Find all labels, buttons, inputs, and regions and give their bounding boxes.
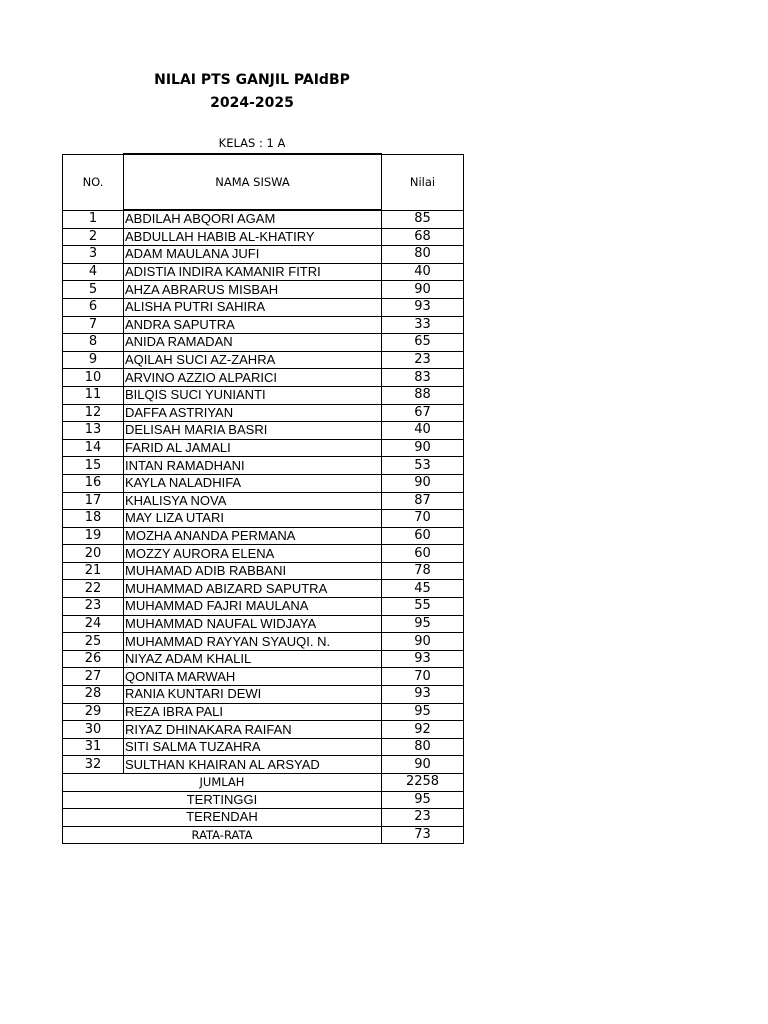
summary-value: 95 [382, 791, 464, 809]
table-row [63, 228, 464, 246]
row-number: 11 [63, 386, 124, 404]
student-score: 23 [382, 351, 464, 369]
student-score: 67 [382, 404, 464, 422]
student-score: 40 [382, 263, 464, 281]
student-score: 92 [382, 721, 464, 739]
student-name: MUHAMMAD FAJRI MAULANA [124, 598, 382, 616]
summary-label: RATA-RATA [63, 826, 382, 844]
table-row [63, 457, 464, 475]
table-row [63, 369, 464, 387]
student-score: 70 [382, 668, 464, 686]
table-row [63, 686, 464, 704]
row-number: 25 [63, 633, 124, 651]
student-score: 80 [382, 738, 464, 756]
student-name: AQILAH SUCI AZ-ZAHRA [124, 351, 382, 369]
student-score: 93 [382, 650, 464, 668]
table-row [63, 703, 464, 721]
summary-value: 73 [382, 826, 464, 844]
row-number: 19 [63, 527, 124, 545]
student-name: FARID AL JAMALI [124, 439, 382, 457]
student-score: 45 [382, 580, 464, 598]
student-score: 85 [382, 210, 464, 228]
row-number: 6 [63, 298, 124, 316]
student-name: RANIA KUNTARI DEWI [124, 686, 382, 704]
table-row [63, 281, 464, 299]
table-header-row [63, 154, 464, 210]
row-number: 16 [63, 474, 124, 492]
summary-label: TERTINGGI [63, 791, 382, 809]
row-number: 12 [63, 404, 124, 422]
table-row [63, 721, 464, 739]
row-number: 29 [63, 703, 124, 721]
grades-table [62, 153, 464, 844]
table-row [63, 439, 464, 457]
page-title: NILAI PTS GANJIL PAIdBP [154, 72, 350, 88]
table-row [63, 668, 464, 686]
student-name: BILQIS SUCI YUNIANTI [124, 386, 382, 404]
student-name: KHALISYA NOVA [124, 492, 382, 510]
table-row [63, 633, 464, 651]
student-name: NIYAZ ADAM KHALIL [124, 650, 382, 668]
summary-row [63, 774, 464, 792]
student-name: MOZHA ANANDA PERMANA [124, 527, 382, 545]
row-number: 21 [63, 562, 124, 580]
student-score: 68 [382, 228, 464, 246]
student-name: AHZA ABRARUS MISBAH [124, 281, 382, 299]
row-number: 31 [63, 738, 124, 756]
table-row [63, 386, 464, 404]
row-number: 9 [63, 351, 124, 369]
row-number: 20 [63, 545, 124, 563]
student-name: DELISAH MARIA BASRI [124, 422, 382, 440]
student-score: 70 [382, 510, 464, 528]
class-label: KELAS : 1 A [218, 136, 286, 150]
table-row [63, 545, 464, 563]
row-number: 17 [63, 492, 124, 510]
header-name: NAMA SISWA [124, 154, 382, 210]
table-row [63, 246, 464, 264]
table-row [63, 527, 464, 545]
row-number: 24 [63, 615, 124, 633]
row-number: 27 [63, 668, 124, 686]
row-number: 30 [63, 721, 124, 739]
summary-label: JUMLAH [63, 774, 382, 792]
student-score: 40 [382, 422, 464, 440]
student-score: 80 [382, 246, 464, 264]
table-row [63, 316, 464, 334]
row-number: 5 [63, 281, 124, 299]
student-score: 87 [382, 492, 464, 510]
student-name: MOZZY AURORA ELENA [124, 545, 382, 563]
table-row [63, 615, 464, 633]
row-number: 3 [63, 246, 124, 264]
student-name: ADISTIA INDIRA KAMANIR FITRI [124, 263, 382, 281]
row-number: 15 [63, 457, 124, 475]
row-number: 28 [63, 686, 124, 704]
row-number: 4 [63, 263, 124, 281]
table-row [63, 298, 464, 316]
summary-label: TERENDAH [63, 809, 382, 827]
student-score: 60 [382, 545, 464, 563]
row-number: 10 [63, 369, 124, 387]
table-row [63, 422, 464, 440]
student-score: 78 [382, 562, 464, 580]
student-score: 33 [382, 316, 464, 334]
row-number: 2 [63, 228, 124, 246]
row-number: 13 [63, 422, 124, 440]
header-value: Nilai [382, 154, 464, 210]
summary-value: 23 [382, 809, 464, 827]
student-score: 55 [382, 598, 464, 616]
row-number: 7 [63, 316, 124, 334]
student-name: KAYLA NALADHIFA [124, 474, 382, 492]
student-name: MAY LIZA UTARI [124, 510, 382, 528]
table-row [63, 404, 464, 422]
student-name: DAFFA ASTRIYAN [124, 404, 382, 422]
table-row [63, 210, 464, 228]
page-subtitle-year: 2024-2025 [210, 95, 294, 111]
student-score: 60 [382, 527, 464, 545]
row-number: 18 [63, 510, 124, 528]
student-name: SULTHAN KHAIRAN AL ARSYAD [124, 756, 382, 774]
student-name: SITI SALMA TUZAHRA [124, 738, 382, 756]
table-row [63, 474, 464, 492]
student-score: 93 [382, 686, 464, 704]
student-name: REZA IBRA PALI [124, 703, 382, 721]
table-row [63, 263, 464, 281]
row-number: 26 [63, 650, 124, 668]
student-name: INTAN RAMADHANI [124, 457, 382, 475]
student-name: RIYAZ DHINAKARA RAIFAN [124, 721, 382, 739]
table-row [63, 738, 464, 756]
summary-row [63, 826, 464, 844]
student-name: MUHAMMAD RAYYAN SYAUQI. N. [124, 633, 382, 651]
row-number: 22 [63, 580, 124, 598]
header-no: NO. [63, 154, 124, 210]
table-row [63, 510, 464, 528]
student-score: 90 [382, 756, 464, 774]
student-name: ADAM MAULANA JUFI [124, 246, 382, 264]
row-number: 14 [63, 439, 124, 457]
student-name: MUHAMMAD ABIZARD SAPUTRA [124, 580, 382, 598]
student-name: MUHAMAD ADIB RABBANI [124, 562, 382, 580]
student-score: 90 [382, 633, 464, 651]
student-name: ABDULLAH HABIB AL-KHATIRY [124, 228, 382, 246]
student-name: ALISHA PUTRI SAHIRA [124, 298, 382, 316]
student-name: ANDRA SAPUTRA [124, 316, 382, 334]
student-score: 90 [382, 439, 464, 457]
row-number: 23 [63, 598, 124, 616]
student-score: 90 [382, 474, 464, 492]
student-score: 95 [382, 615, 464, 633]
table-row [63, 580, 464, 598]
table-row [63, 650, 464, 668]
student-name: ANIDA RAMADAN [124, 334, 382, 352]
row-number: 1 [63, 210, 124, 228]
student-score: 65 [382, 334, 464, 352]
table-row [63, 756, 464, 774]
table-row [63, 351, 464, 369]
table-row [63, 598, 464, 616]
table-row [63, 334, 464, 352]
student-name: MUHAMMAD NAUFAL WIDJAYA [124, 615, 382, 633]
student-name: QONITA MARWAH [124, 668, 382, 686]
student-score: 90 [382, 281, 464, 299]
student-score: 83 [382, 369, 464, 387]
summary-row [63, 791, 464, 809]
student-score: 93 [382, 298, 464, 316]
student-name: ARVINO AZZIO ALPARICI [124, 369, 382, 387]
student-score: 88 [382, 386, 464, 404]
table-row [63, 562, 464, 580]
student-score: 53 [382, 457, 464, 475]
row-number: 32 [63, 756, 124, 774]
student-name: ABDILAH ABQORI AGAM [124, 210, 382, 228]
row-number: 8 [63, 334, 124, 352]
summary-row [63, 809, 464, 827]
student-score: 95 [382, 703, 464, 721]
summary-value: 2258 [382, 774, 464, 792]
table-row [63, 492, 464, 510]
